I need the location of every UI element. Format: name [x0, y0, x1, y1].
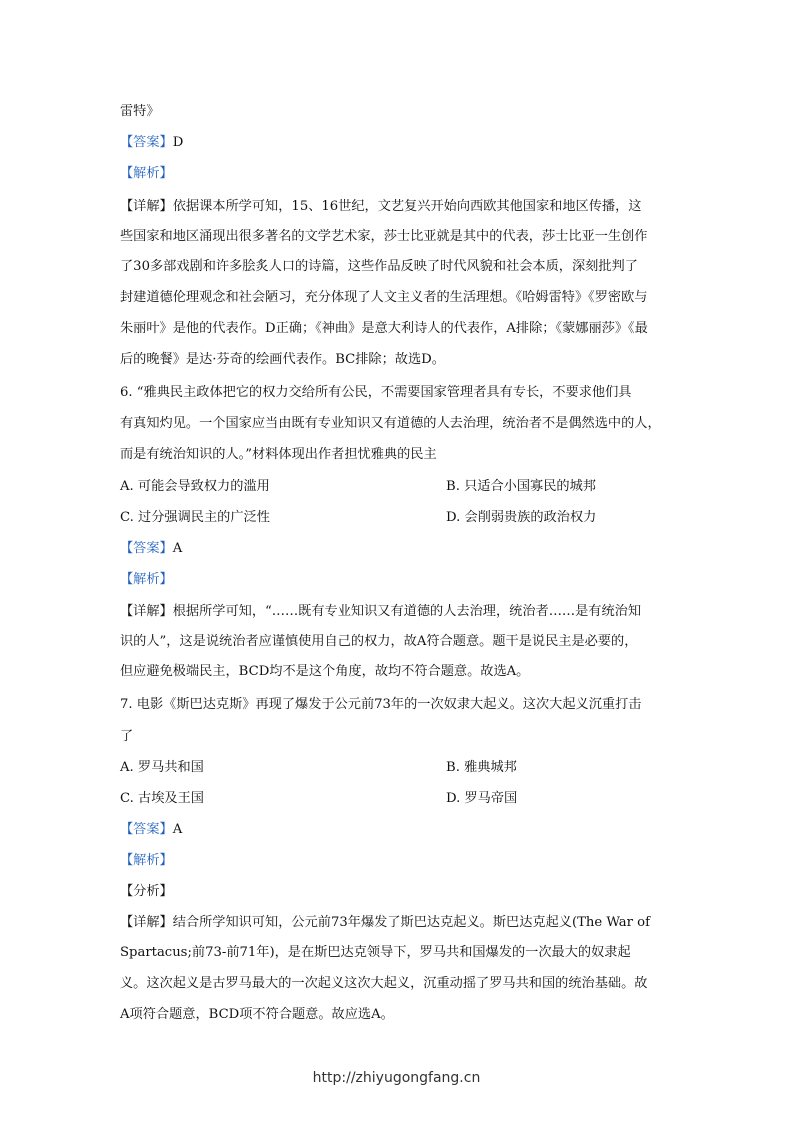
q7-stem-line: 7. 电影《斯巴达克斯》再现了爆发于公元前73年的一次奴隶大起义。这次大起义沉重打击 [120, 697, 642, 712]
q6-analysis-tag: 【解析】 [120, 572, 173, 587]
q6-option-c: C. 过分强调民主的广泛性 [120, 510, 270, 525]
q6-answer [120, 539, 182, 559]
q7-option-d: D. 罗马帝国 [446, 791, 518, 806]
q5-answer [120, 133, 183, 153]
footer-url[interactable]: http://zhiyugongfang.cn [312, 1070, 481, 1086]
q5-detail-line: 些国家和地区涌现出很多著名的文学艺术家，莎士比亚就是其中的代表，莎士比亚一生创作 [120, 229, 648, 244]
q6-detail-line [120, 602, 641, 622]
answer-value: A [172, 822, 183, 837]
q6-stem-line: 有真知灼见。一个国家应当由既有专业知识又有道德的人去治理，统治者不是偶然选中的人， [120, 416, 661, 431]
q7-option-c: C. 古埃及王国 [120, 791, 204, 806]
answer-tag: 【答案】 [120, 541, 173, 556]
answer-tag: 【答案】 [120, 822, 173, 837]
q5-analysis-tag: 【解析】 [120, 166, 173, 181]
detail-tag: 【详解】 [120, 604, 173, 619]
q7-detail-line: A项符合题意，BCD项不符合题意。故应选A。 [120, 1007, 394, 1022]
detail-tag: 【详解】 [120, 915, 173, 930]
q5-detail-line: 后的晚餐》是达·芬奇的绘画代表作。BC排除；故选D。 [120, 352, 445, 367]
detail-text: 根据所学可知，“……既有专业知识又有道德的人去治理，统治者……是有统治知 [172, 604, 642, 619]
q6-option-d: D. 会削弱贵族的政治权力 [446, 510, 597, 525]
q6-detail-line: 识的人”，这是说统治者应谨慎使用自己的权力，故A符合题意。题干是说民主是必要的， [120, 634, 638, 649]
answer-value: D [172, 135, 184, 150]
detail-tag: 【详解】 [120, 199, 173, 214]
q7-detail-line: 义。这次起义是古罗马最大的一次起义这次大起义，沉重动摇了罗马共和国的统治基础。故 [120, 976, 648, 991]
q6-stem-line: 6. “雅典民主政体把它的权力交给所有公民，不需要国家管理者具有专长，不要求他们具 [120, 385, 632, 400]
answer-tag: 【答案】 [120, 135, 173, 150]
q7-option-a: A. 罗马共和国 [120, 760, 204, 775]
q7-detail-line [120, 913, 650, 933]
q7-detail-line: Spartacus;前73-前71年)，是在斯巴达克领导下，罗马共和国爆发的一次最大的奴隶起 [120, 945, 631, 960]
answer-value: A [172, 541, 183, 556]
q6-option-b: B. 只适合小国寡民的城邦 [446, 479, 596, 494]
q7-analysis-tag: 【解析】 [120, 853, 173, 868]
q7-stem-line: 了 [120, 729, 134, 744]
continued-title: 雷特》 [120, 104, 160, 119]
q7-option-b: B. 雅典城邦 [446, 760, 517, 775]
q5-detail-line: 朱丽叶》是他的代表作。D正确；《神曲》是意大利诗人的代表作，A排除；《蒙娜丽莎》《最 [120, 321, 648, 336]
detail-text: 结合所学知识可知，公元前73年爆发了斯巴达克起义。斯巴达克起义(The War of [172, 915, 650, 930]
q7-fenxi-tag: 【分析】 [120, 884, 173, 899]
q6-stem-line: 而是有统治知识的人。”材料体现出作者担忧雅典的民主 [120, 447, 437, 462]
q5-detail-line [120, 197, 642, 217]
q5-detail-line: 了30多部戏剧和许多脍炙人口的诗篇，这些作品反映了时代风貌和社会本质，深刻批判了 [120, 259, 638, 274]
detail-text: 依据课本所学可知，15、16世纪，文艺复兴开始向西欧其他国家和地区传播，这 [172, 199, 642, 214]
q7-answer [120, 820, 182, 840]
q6-detail-line: 但应避免极端民主，BCD均不是这个角度，故均不符合题意。故选A。 [120, 664, 530, 679]
q6-option-a: A. 可能会导致权力的滥用 [120, 479, 270, 494]
q5-detail-line: 封建道德伦理观念和社会陋习，充分体现了人文主义者的生活理想。《哈姆雷特》《罗密欧与 [120, 290, 648, 305]
